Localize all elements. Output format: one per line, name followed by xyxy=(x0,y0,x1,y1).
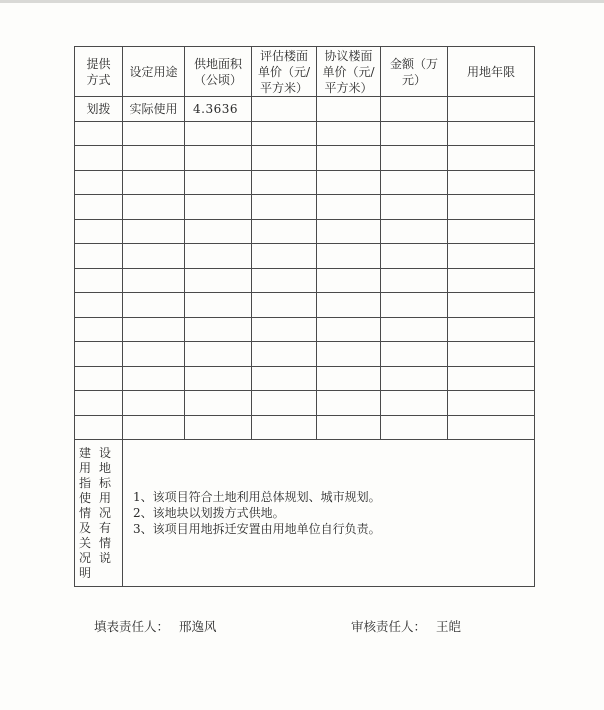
side-label-char: 使 xyxy=(79,491,92,505)
empty-cell xyxy=(75,244,123,269)
empty-cell xyxy=(185,219,252,244)
empty-cell xyxy=(252,170,317,195)
empty-cell xyxy=(252,293,317,318)
reviewer-name: 王皑 xyxy=(436,619,462,634)
empty-cell xyxy=(185,195,252,220)
empty-cell xyxy=(317,219,381,244)
side-label-char: 用 xyxy=(99,491,112,505)
empty-cell xyxy=(448,121,535,146)
empty-cell xyxy=(252,121,317,146)
table-row xyxy=(75,97,535,122)
empty-cell xyxy=(448,366,535,391)
empty-cell xyxy=(381,170,448,195)
empty-cell xyxy=(381,391,448,416)
side-label-chars xyxy=(79,446,120,581)
empty-cell xyxy=(252,342,317,367)
cell-years xyxy=(448,97,535,122)
empty-cell xyxy=(317,415,381,440)
cell-eval-price xyxy=(252,97,317,122)
empty-cell xyxy=(448,342,535,367)
table-row xyxy=(75,293,535,318)
empty-cell xyxy=(252,317,317,342)
empty-cell xyxy=(252,391,317,416)
empty-cell xyxy=(381,268,448,293)
table-row xyxy=(75,391,535,416)
empty-cell xyxy=(381,293,448,318)
cell-method: 划拨 xyxy=(75,97,123,122)
empty-cell xyxy=(123,391,185,416)
empty-cell xyxy=(123,244,185,269)
empty-cell xyxy=(123,317,185,342)
side-label-char: 用 xyxy=(79,461,92,475)
land-supply-table xyxy=(74,46,535,587)
empty-cell xyxy=(252,146,317,171)
empty-cell xyxy=(123,195,185,220)
empty-cell xyxy=(75,342,123,367)
empty-cell xyxy=(185,342,252,367)
note-line: 2、该地块以划拨方式供地。 xyxy=(133,506,285,520)
empty-cell xyxy=(448,415,535,440)
empty-cell xyxy=(185,268,252,293)
cell-agree-price xyxy=(317,97,381,122)
header-amount: 金额（万 元） xyxy=(381,47,448,97)
empty-cell xyxy=(185,146,252,171)
empty-cell xyxy=(185,121,252,146)
table-row xyxy=(75,195,535,220)
side-label-char: 有 xyxy=(99,521,112,535)
empty-cell xyxy=(75,195,123,220)
table-row xyxy=(75,317,535,342)
empty-cell xyxy=(381,366,448,391)
empty-cell xyxy=(123,219,185,244)
filler-label: 填表责任人： xyxy=(94,619,170,634)
empty-cell xyxy=(252,195,317,220)
empty-cell xyxy=(381,219,448,244)
side-label-char: 地 xyxy=(99,461,112,475)
empty-cell xyxy=(123,268,185,293)
empty-cell xyxy=(75,366,123,391)
empty-cell xyxy=(317,170,381,195)
empty-cell xyxy=(75,293,123,318)
empty-cell xyxy=(448,219,535,244)
filler-name: 邢逸风 xyxy=(179,619,217,634)
empty-cell xyxy=(448,268,535,293)
empty-cell xyxy=(75,391,123,416)
empty-cell xyxy=(75,268,123,293)
reviewer-label: 审核责任人： xyxy=(351,619,427,634)
empty-cell xyxy=(252,244,317,269)
empty-cell xyxy=(448,244,535,269)
notes-row xyxy=(75,440,535,587)
empty-cell xyxy=(381,121,448,146)
empty-cell xyxy=(317,391,381,416)
empty-cell xyxy=(185,293,252,318)
side-label-char: 建 xyxy=(79,446,92,460)
table-row xyxy=(75,219,535,244)
empty-cell xyxy=(75,415,123,440)
header-years: 用地年限 xyxy=(448,47,535,97)
empty-cell xyxy=(75,317,123,342)
empty-cell xyxy=(381,415,448,440)
side-label-char: 况 xyxy=(99,506,112,520)
empty-cell xyxy=(123,293,185,318)
empty-cell xyxy=(123,121,185,146)
scan-edge xyxy=(0,0,604,3)
table-row xyxy=(75,170,535,195)
side-label-char: 情 xyxy=(99,536,112,550)
table-row xyxy=(75,342,535,367)
empty-cell xyxy=(75,170,123,195)
cell-purpose: 实际使用 xyxy=(123,97,185,122)
side-label-char: 说 xyxy=(99,551,112,565)
empty-cell xyxy=(317,317,381,342)
empty-cell xyxy=(75,146,123,171)
side-label-char: 关 xyxy=(79,536,92,550)
empty-cell xyxy=(317,244,381,269)
header-row xyxy=(75,47,535,97)
empty-cell xyxy=(123,170,185,195)
empty-cell xyxy=(381,244,448,269)
empty-cell xyxy=(317,121,381,146)
empty-cell xyxy=(252,268,317,293)
header-supply-method: 提供 方式 xyxy=(75,47,123,97)
empty-cell xyxy=(317,366,381,391)
header-purpose: 设定用途 xyxy=(123,47,185,97)
table-row xyxy=(75,366,535,391)
empty-cell xyxy=(317,293,381,318)
empty-cell xyxy=(185,170,252,195)
empty-cell xyxy=(123,415,185,440)
empty-cell xyxy=(381,317,448,342)
table-row xyxy=(75,268,535,293)
table-row xyxy=(75,415,535,440)
empty-cell xyxy=(448,293,535,318)
side-label-char: 况 xyxy=(79,551,92,565)
empty-cell xyxy=(448,146,535,171)
empty-cell xyxy=(448,170,535,195)
empty-cell xyxy=(185,391,252,416)
empty-cell xyxy=(75,219,123,244)
note-line: 3、该项目用地拆迁安置由用地单位自行负责。 xyxy=(133,522,381,536)
empty-cell xyxy=(448,317,535,342)
empty-cell xyxy=(317,195,381,220)
notes-content xyxy=(123,440,535,587)
empty-cell xyxy=(448,391,535,416)
empty-cell xyxy=(252,415,317,440)
empty-cell xyxy=(185,317,252,342)
header-agree-price: 协议楼面 单价（元/ 平方米） xyxy=(317,47,381,97)
note-line: 1、该项目符合土地利用总体规划、城市规划。 xyxy=(133,490,381,504)
cell-amount xyxy=(381,97,448,122)
cell-area: 4.3636 xyxy=(185,97,252,122)
table-row xyxy=(75,146,535,171)
side-label-char: 设 xyxy=(99,446,112,460)
side-label-char: 标 xyxy=(99,476,112,490)
empty-cell xyxy=(185,415,252,440)
empty-cell xyxy=(381,342,448,367)
empty-cell xyxy=(252,219,317,244)
empty-cell xyxy=(185,366,252,391)
side-label-char: 指 xyxy=(79,476,92,490)
empty-cell xyxy=(185,244,252,269)
empty-cell xyxy=(123,366,185,391)
empty-cell xyxy=(448,195,535,220)
table-row xyxy=(75,244,535,269)
header-area: 供地面积 （公顷） xyxy=(185,47,252,97)
empty-cell xyxy=(75,121,123,146)
empty-cell xyxy=(123,146,185,171)
empty-cell xyxy=(317,146,381,171)
side-label-char: 明 xyxy=(79,566,92,580)
side-label-char: 及 xyxy=(79,521,92,535)
empty-cell xyxy=(123,342,185,367)
empty-cell xyxy=(317,342,381,367)
empty-cell xyxy=(381,146,448,171)
table-row xyxy=(75,121,535,146)
empty-cell xyxy=(381,195,448,220)
empty-cell xyxy=(317,268,381,293)
header-eval-price: 评估楼面 单价（元/ 平方米） xyxy=(252,47,317,97)
side-label-char xyxy=(99,566,119,581)
notes-side-label xyxy=(75,440,123,587)
side-label-char: 情 xyxy=(79,506,92,520)
empty-cell xyxy=(252,366,317,391)
